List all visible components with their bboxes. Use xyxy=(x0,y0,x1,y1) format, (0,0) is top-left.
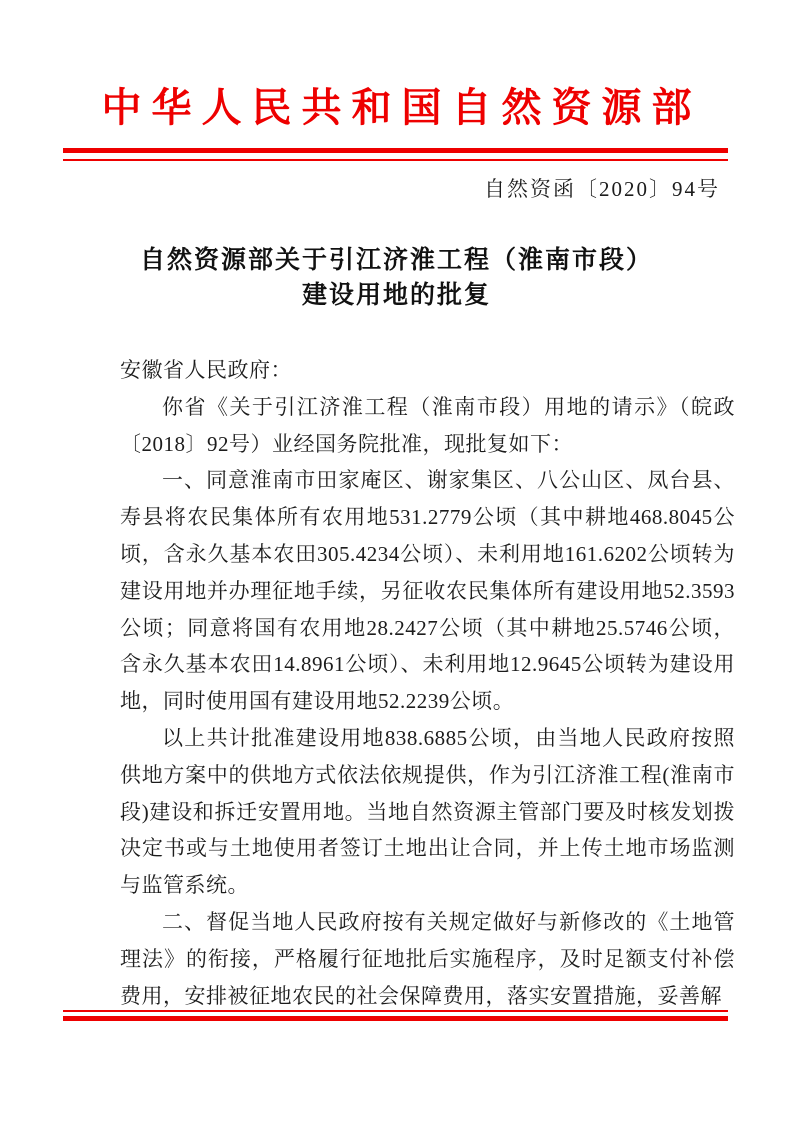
footer-rule-thin xyxy=(63,1010,728,1012)
paragraph-item-1-land-approval: 一、同意淮南市田家庵区、谢家集区、八公山区、凤台县、寿县将农民集体所有农用地531.2779公顷（其中耕地468.8045公顷，含永久基本农田305.4234公顷）、未利用地161.6202公顷转为建设用地并办理征地手续，另征收农民集体所有建设用地52.3593公顷；同意将国有农用地28.2427公顷（其中耕地25.5746公顷，含永久基本农田14.8961公顷）、未利用地12.9645公顷转为建设用地，同时使用国有建设用地52.2239公顷。 xyxy=(120,468,735,714)
footer-rule-thick xyxy=(63,1016,728,1021)
document-title-line-2: 建设用地的批复 xyxy=(301,282,491,309)
agency-letterhead-name: 中华人民共和国自然资源部 xyxy=(101,85,702,130)
header-rule-thin xyxy=(63,159,728,161)
salutation: 安徽省人民政府： xyxy=(120,358,292,382)
paragraph-request-reference: 你省《关于引江济淮工程（淮南市段）用地的请示》（皖政〔2018〕92号）业经国务院批准，现批复如下： xyxy=(120,394,735,456)
document-number: 自然资函〔2020〕94号 xyxy=(484,177,720,201)
document-title xyxy=(0,243,793,313)
document-body xyxy=(120,352,735,1014)
paragraph-item-2-supervision: 二、督促当地人民政府按有关规定做好与新修改的《土地管理法》的衔接，严格履行征地批后实施程序，及时足额支付补偿费用，安排被征地农民的社会保障费用，落实安置措施，妥善解 xyxy=(120,909,735,1008)
paragraph-total-approved-land: 以上共计批准建设用地838.6885公顷，由当地人民政府按照供地方案中的供地方式依法依规提供，作为引江济淮工程(淮南市段)建设和拆迁安置用地。当地自然资源主管部门要及时核发划拨决定书或与土地使用者签订土地出让合同，并上传土地市场监测与监管系统。 xyxy=(120,725,735,898)
header-rule-thick xyxy=(63,148,728,153)
document-title-line-1: 自然资源部关于引江济淮工程（淮南市段） xyxy=(139,247,653,274)
